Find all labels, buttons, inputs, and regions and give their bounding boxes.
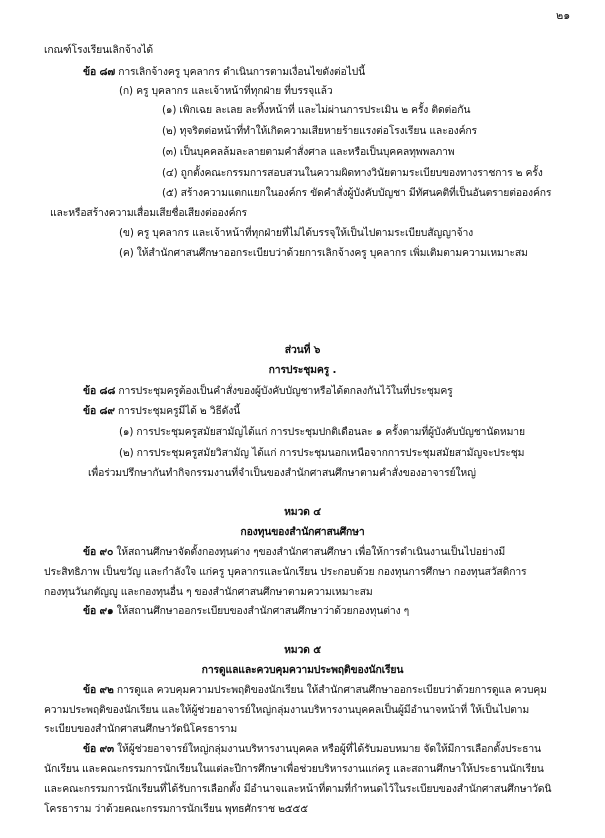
clause-93-text: ให้ผู้ช่วยอาจารย์ใหญ่กลุ่มงานบริหารงานบุคคล หรือผู้ที่ได้รับมอบหมาย จัดให้มีการเลือกตั้งประธาน [117, 743, 542, 755]
clause-90 [83, 546, 505, 559]
clause-87-number: ข้อ ๘๗ [83, 66, 116, 78]
clause-89-2: (๒) การประชุมครูสมัยวิสามัญ ได้แก่ การประชุมนอกเหนือจากการประชุมสมัยสามัญจะประชุม [119, 447, 525, 459]
clause-92-number: ข้อ ๙๒ [83, 684, 114, 696]
clause-89-number: ข้อ ๘๙ [83, 405, 115, 417]
clause-93-cont-3: โครธาราม ว่าด้วยคณะกรรมการนักเรียน พุทธศักราช ๒๕๕๕ [44, 803, 308, 815]
clause-87 [83, 66, 365, 79]
clause-89 [83, 405, 240, 418]
clause-91-number: ข้อ ๙๑ [83, 605, 114, 617]
page-number: ๒๑ [556, 9, 571, 22]
clause-90-cont-1: ประสิทธิภาพ เป็นขวัญ และกำลังใจ แก่ครู บุคลากรและนักเรียน ประกอบด้วย กองทุนการศึกษา กองทุนสวัสดิการ [44, 566, 527, 578]
clause-89-2-cont: เพื่อร่วมปรึกษากันทำกิจกรรมงานที่จำเป็นของสำนักศาสนศึกษาตามคำสั่งของอาจารย์ใหญ่ [88, 467, 476, 479]
clause-93-cont-1: นักเรียน และคณะกรรมการนักเรียนในแต่ละปีการศึกษาเพื่อช่วยบริหารงานแก่ครู และสถานศึกษาให้ประธานนักเรียน [44, 763, 544, 775]
clause-87-a-5-cont: และหรือสร้างความเสื่อมเสียชื่อเสียงต่อองค์กร [50, 207, 247, 219]
clause-93-cont-2: และคณะกรรมการนักเรียนที่ได้รับการเลือกตั้ง มีอำนาจและหน้าที่ตามที่กำหนดไว้ในระเบียบของสำนักศาสนศึกษาวัดนิ [44, 783, 552, 795]
clause-88-number: ข้อ ๘๘ [83, 385, 116, 397]
clause-89-text: การประชุมครูมีได้ ๒ วิธีดังนี้ [118, 405, 241, 417]
clause-92-cont-1: ความประพฤติของนักเรียน และให้ผู้ช่วยอาจารย์ใหญ่กลุ่มงานบริหารงานบุคคลเป็นผู้มีอำนาจหน้าที่ ให้เป็นไปตาม [44, 704, 530, 716]
clause-91 [83, 605, 409, 618]
clause-87-a-5: (๕) สร้างความแตกแยกในองค์กร ขัดคำสั่งผู้บังคับบัญชา มีทัศนคติที่เป็นอันตรายต่อองค์กร [162, 187, 552, 199]
clause-90-cont-2: กองทุนวันกตัญญู และกองทุนอื่น ๆ ของสำนักศาสนศึกษาตามความเหมาะสม [44, 586, 373, 598]
clause-87-a-1: (๑) เพิกเฉย ละเลย ละทิ้งหน้าที่ และไม่ผ่านการประเมิน ๒ ครั้ง ติดต่อกัน [162, 104, 471, 116]
clause-92-cont-2: ระเบียบของสำนักศาสนศึกษาวัดนิโครธาราม [44, 723, 238, 735]
clause-87-a-3: (๓) เป็นบุคคลล้มละลายตามคำสั่งศาล และหรือเป็นบุคคลทุพพลภาพ [162, 146, 455, 158]
clause-93-number: ข้อ ๙๓ [83, 743, 114, 755]
clause-92-text: การดูแล ควบคุมความประพฤติของนักเรียน ให้สำนักศาสนศึกษาออกระเบียบว่าด้วยการดูแล ควบคุม [116, 684, 547, 696]
clause-87-a-4: (๔) ถูกตั้งคณะกรรมการสอบสวนในความผิดทางวินัยตามระเบียบของทางราชการ ๒ ครั้ง [162, 167, 543, 179]
category-5-heading: หมวด ๕ [284, 644, 321, 656]
clause-87-a: (ก) ครู บุคลากร และเจ้าหน้าที่ทุกฝ่าย ที่บรรจุแล้ว [119, 85, 333, 97]
clause-90-number: ข้อ ๙๐ [83, 546, 114, 558]
clause-87-b: (ข) ครู บุคลากร และเจ้าหน้าที่ทุกฝ่ายที่ไม่ได้บรรจุให้เป็นไปตามระเบียบสัญญาจ้าง [119, 227, 474, 239]
clause-93 [83, 743, 541, 756]
clause-90-text: ให้สถานศึกษาจัดตั้งกองทุนต่าง ๆของสำนักศาสนศึกษา เพื่อให้การดำเนินงานเป็นไปอย่างมี [116, 546, 506, 558]
clause-88-text: การประชุมครูต้องเป็นคำสั่งของผู้บังคับบัญชาหรือได้ตกลงกันไว้ในที่ประชุมครู [118, 385, 453, 397]
clause-89-1: (๑) การประชุมครูสมัยสามัญได้แก่ การประชุมปกติเดือนละ ๑ ครั้งตามที่ผู้บังคับบัญชานัดหมาย [119, 426, 525, 438]
clause-87-text: การเลิกจ้างครู บุคลากร ดำเนินการตามเงื่อนไขดังต่อไปนี้ [118, 66, 366, 78]
clause-92 [83, 684, 547, 697]
fund-heading: กองทุนของสำนักศาสนศึกษา [240, 526, 365, 538]
teacher-meeting-heading: การประชุมครู . [268, 364, 337, 376]
clause-91-text: ให้สถานศึกษาออกระเบียบของสำนักศาสนศึกษาว่าด้วยกองทุนต่าง ๆ [116, 605, 410, 617]
section-6-heading: ส่วนที่ ๖ [284, 344, 321, 356]
category-4-heading: หมวด ๔ [284, 506, 321, 518]
clause-88 [83, 385, 453, 398]
student-conduct-heading: การดูแลและควบคุมความประพฤติของนักเรียน [201, 664, 404, 676]
clause-87-a-2: (๒) ทุจริตต่อหน้าที่ทำให้เกิดความเสียหายร้ายแรงต่อโรงเรียน และองค์กร [162, 125, 477, 137]
line-1: เกณฑ์โรงเรียนเลิกจ้างได้ [44, 44, 153, 56]
clause-87-c: (ค) ให้สำนักศาสนศึกษาออกระเบียบว่าด้วยการเลิกจ้างครู บุคลากร เพิ่มเติมตามความเหมาะสม [119, 247, 528, 259]
